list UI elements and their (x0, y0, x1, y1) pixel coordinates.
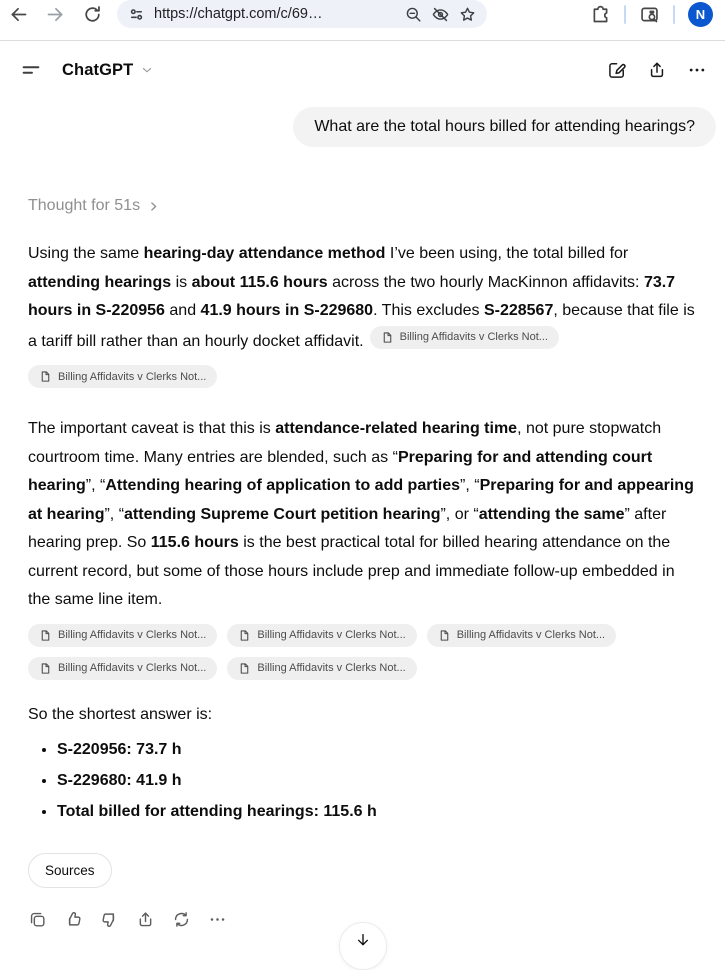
assistant-paragraph-2 (28, 415, 697, 615)
compose-icon (607, 60, 627, 80)
regenerate-button[interactable] (172, 910, 191, 929)
bullet-item: • S-220956: 73.7 h (57, 738, 697, 762)
bold-text: 73.7 hours in S-220956 (28, 273, 676, 319)
bold-text: Attending hearing of application to add parties (105, 477, 461, 494)
forward-icon (45, 4, 66, 25)
sidebar-toggle-button[interactable] (20, 59, 42, 81)
text: , not pure stopwatch courtroom time. Many entries are blended, such as “ (28, 420, 662, 466)
citation-chip-label: Billing Affidavits v Clerks Not... (257, 629, 406, 641)
text: ”, or “ (440, 505, 479, 523)
thumbs-up-icon (64, 910, 83, 929)
text: ”, “ (85, 477, 106, 494)
model-selector-title[interactable]: ChatGPT (62, 60, 134, 79)
refresh-button[interactable] (82, 4, 103, 25)
url-bar[interactable] (117, 0, 487, 28)
citation-chip-label: Billing Affidavits v Clerks Not... (58, 662, 207, 674)
bold-text: about 115.6 hours (191, 273, 328, 291)
answer-bullet-list (28, 738, 697, 824)
text: ”, “ (460, 477, 480, 494)
profile-avatar[interactable] (688, 2, 713, 27)
avatar: N (688, 2, 713, 27)
back-icon (8, 4, 29, 25)
chevron-right-icon (147, 200, 160, 213)
text: Using the same (28, 245, 144, 262)
user-message-bubble: What are the total hours billed for attending hearings? (293, 107, 716, 147)
text: is (171, 273, 192, 291)
text: ”, “ (104, 505, 125, 523)
bold-text: attending Supreme Court petition hearing (124, 505, 441, 523)
bold-text: 115.6 hours (150, 534, 239, 551)
text: and (164, 302, 201, 319)
scroll-to-bottom-button[interactable] (339, 922, 387, 970)
citation-chip-label: Billing Affidavits v Clerks Not... (58, 629, 207, 641)
document-icon (39, 662, 52, 675)
share-response-button[interactable] (136, 910, 155, 929)
zoom-out-icon[interactable] (404, 5, 423, 24)
bold-text: attending the same (478, 505, 625, 523)
sources-button[interactable]: Sources (28, 853, 112, 888)
citation-chip[interactable] (370, 326, 559, 349)
refresh-icon (82, 4, 103, 25)
bold-text: Preparing for and appearing at hearing (28, 477, 694, 523)
bold-text: 41.9 hours in S-229680 (200, 302, 374, 319)
site-settings-icon[interactable] (127, 5, 146, 24)
bold-text: attendance-related hearing time (275, 420, 518, 437)
thought-duration-toggle[interactable] (28, 197, 697, 215)
text: across the two hourly MacKinnon affidavits: (327, 273, 644, 291)
citation-chip-label: Billing Affidavits v Clerks Not... (58, 370, 207, 383)
forward-button[interactable] (45, 4, 66, 25)
citation-chip-label: Billing Affidavits v Clerks Not... (456, 629, 606, 641)
document-icon (238, 662, 251, 675)
citation-chip[interactable] (28, 657, 217, 680)
citation-chip[interactable] (227, 657, 416, 680)
share-button[interactable] (647, 60, 667, 80)
bullet-item: • S-229680: 41.9 h (57, 769, 697, 793)
share-upload-icon (647, 60, 667, 80)
toolbar-divider (624, 5, 626, 24)
thumbs-up-button[interactable] (64, 910, 83, 929)
text: ” after hearing prep. So (28, 505, 667, 551)
citation-chip[interactable] (28, 365, 217, 388)
more-actions-button[interactable] (208, 910, 227, 929)
text: , because that file is a tariff bill rather than an hourly docket affidavit. (28, 302, 695, 350)
browser-toolbar (0, 0, 725, 41)
text: is the best practical total for billed hearing attendance on the current record, but some of those hours include prep and immediate follow-up embedded in the same line item. (28, 534, 675, 608)
copy-button[interactable] (28, 910, 47, 929)
bold-text: hearing-day attendance method (143, 245, 386, 262)
chat-header (0, 41, 725, 99)
citation-chip-row-2 (28, 624, 688, 680)
document-icon (438, 629, 451, 642)
bookmark-star-icon[interactable] (458, 5, 477, 24)
new-chat-button[interactable] (607, 60, 627, 80)
document-icon (381, 331, 394, 344)
bullet-item: • Total billed for attending hearings: 115.6 h (57, 800, 697, 824)
ellipsis-icon (687, 60, 707, 80)
thought-label: Thought for 51s (28, 197, 141, 214)
copy-icon (28, 910, 47, 929)
citation-chip[interactable] (28, 624, 217, 647)
conversation-options-button[interactable] (687, 60, 707, 80)
citation-chip-label: Billing Affidavits v Clerks Not... (257, 662, 406, 674)
citation-chip[interactable] (227, 624, 416, 647)
citation-chip-label: Billing Affidavits v Clerks Not... (399, 331, 548, 343)
citation-chip-row-1 (28, 365, 688, 388)
back-button[interactable] (8, 4, 29, 25)
tab-search-icon (639, 4, 660, 25)
extensions-puzzle-icon (590, 4, 611, 25)
document-icon (39, 370, 52, 383)
regenerate-icon (172, 910, 191, 929)
password-eye-off-icon[interactable] (431, 5, 450, 24)
thumbs-down-button[interactable] (100, 910, 119, 929)
citation-chip[interactable] (427, 624, 616, 647)
user-message-row (28, 107, 716, 147)
toolbar-divider (673, 5, 675, 24)
text: The important caveat is that this is (28, 420, 276, 437)
sidebar-toggle-icon (20, 59, 42, 81)
thumbs-down-icon (100, 910, 119, 929)
bold-text: S-228567 (483, 302, 554, 319)
extensions-button[interactable] (590, 4, 611, 25)
upload-icon (136, 910, 155, 929)
arrow-down-icon (355, 932, 371, 968)
closing-sentence: So the shortest answer is: (28, 705, 213, 723)
ellipsis-icon (208, 910, 227, 929)
text: . This excludes (373, 302, 484, 319)
document-icon (39, 629, 52, 642)
tab-search-button[interactable] (639, 4, 660, 25)
bold-text: Preparing for and attending court hearing (28, 448, 653, 494)
text: I’ve been using, the total billed for (385, 245, 629, 262)
assistant-paragraph-1 (28, 240, 697, 356)
bold-text: attending hearings (28, 273, 172, 291)
document-icon (238, 629, 251, 642)
url-text[interactable]: https://chatgpt.com/c/69… (154, 6, 323, 22)
conversation-area (0, 107, 725, 929)
chevron-down-icon[interactable] (140, 63, 154, 77)
